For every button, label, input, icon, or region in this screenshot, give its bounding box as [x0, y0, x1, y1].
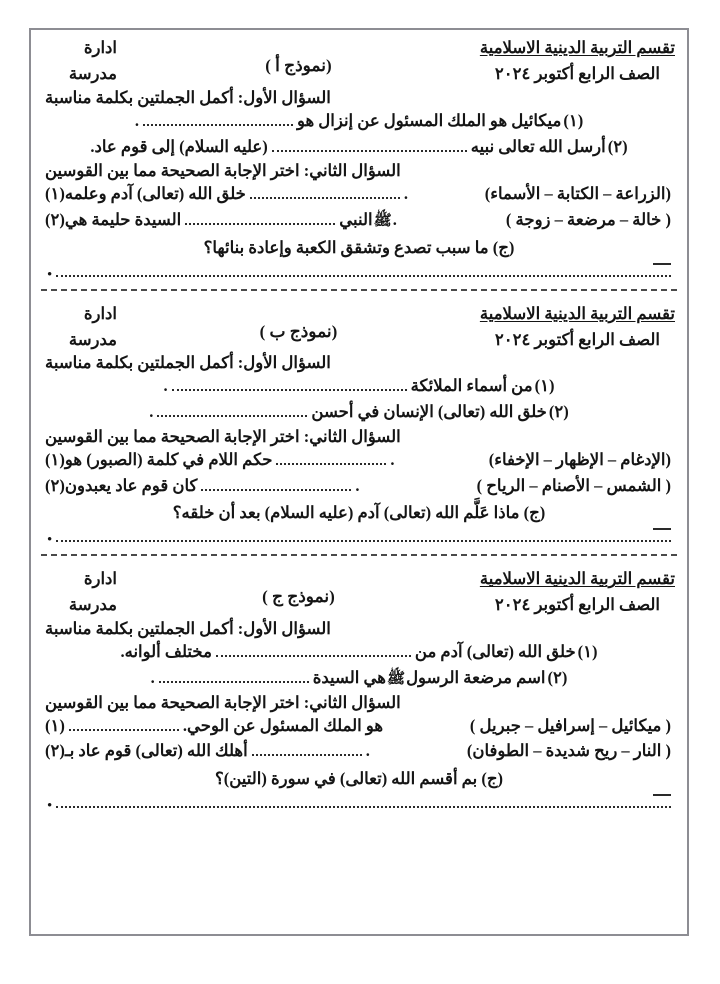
essay-text: ماذا عَلَّم الله (تعالى) آدم (عليه السلام) بعد أن خلقه؟: [172, 503, 520, 523]
item-number: (١): [563, 110, 584, 130]
item-text: أهلك الله (تعالى) قوم عاد بـ: [64, 741, 248, 761]
item-text: أرسل الله تعالى نبيه: [470, 136, 606, 156]
item-number: (٢): [547, 667, 568, 687]
header-left-column: [480, 567, 675, 617]
item-text: خلق الله (تعالى) آدم وعلمه: [64, 184, 246, 204]
model-label: (نموذج ب ): [259, 321, 338, 341]
item-number: (١): [45, 449, 65, 469]
item-choices: ( خالة – مرضعة – زوجة ): [505, 210, 671, 230]
essay-marker: (ج): [481, 769, 503, 789]
answer-line[interactable]: •: [47, 804, 671, 808]
blank-field[interactable]: [157, 403, 307, 417]
question-item: [43, 208, 675, 233]
answer-dash: [653, 794, 671, 796]
essay-text: ما سبب تصدع وتشقق الكعبة وإعادة بنائها؟: [203, 237, 489, 257]
grade-date-label: الصف الرابع أكتوبر ٢٠٢٤: [494, 63, 661, 83]
department-label: تقسم التربية الدينية الاسلامية: [479, 38, 675, 57]
model-label: (نموذج أ ): [265, 56, 332, 75]
model-label-wrap: [262, 567, 335, 607]
department-label: تقسم التربية الدينية الاسلامية: [479, 303, 675, 323]
item-choices: ( ميكائيل – إسرافيل – جبريل ): [469, 715, 671, 735]
exam-section-model-a: [39, 32, 679, 283]
item-text-tail: .: [392, 210, 397, 230]
answer-area: [43, 794, 675, 814]
item-number: (٢): [548, 402, 569, 422]
item-text: حكم اللام في كلمة (الصبور) هو: [64, 449, 273, 469]
item-number: (١): [534, 376, 555, 396]
question-two-title: السؤال الثاني: اختر الإجابة الصحيحة مما بين القوسين: [45, 692, 401, 712]
answer-dotted-line[interactable]: [56, 804, 671, 808]
item-text: كان قوم عاد يعبدون: [64, 475, 198, 495]
item-number: (١): [45, 715, 65, 735]
section-header: [43, 298, 675, 352]
question-two-title: السؤال الثاني: اختر الإجابة الصحيحة مما بين القوسين: [45, 161, 401, 181]
exam-section-model-b: [39, 298, 679, 549]
administration-label: ادارة: [83, 38, 117, 57]
answer-dotted-line[interactable]: [56, 538, 671, 542]
answer-dash: [653, 263, 671, 265]
salawat-icon: ﷺ: [373, 211, 392, 230]
answer-area: [43, 528, 675, 548]
exam-section-model-c: [39, 563, 679, 814]
item-number: (٢): [45, 741, 65, 761]
essay-question: [43, 767, 675, 792]
item-text-mid: هي السيدة: [312, 667, 386, 687]
item-text: خلق الله (تعالى) آدم من: [414, 642, 576, 662]
item-text-tail: .: [355, 475, 360, 495]
header-right-column: [43, 302, 117, 352]
answer-line[interactable]: •: [47, 273, 671, 277]
model-label-wrap: [265, 36, 331, 76]
question-item: [43, 640, 675, 665]
blank-field[interactable]: [172, 378, 407, 392]
header-right-column: [43, 36, 117, 86]
item-text-mid: النبي: [339, 210, 373, 230]
question-item: [43, 666, 675, 691]
item-text-tail: .: [150, 667, 155, 687]
blank-field[interactable]: [216, 643, 411, 657]
item-choices: (الإدغام – الإظهار – الإخفاء): [488, 449, 671, 469]
blank-field[interactable]: [159, 669, 309, 683]
answer-line[interactable]: •: [47, 538, 671, 542]
administration-label: ادارة: [83, 303, 117, 323]
question-item: [43, 135, 675, 160]
item-text: من أسماء الملائكة: [410, 376, 533, 396]
question-item: [43, 739, 675, 764]
school-label: مدرسة: [68, 329, 117, 349]
item-number: (٢): [45, 210, 65, 230]
essay-question: [43, 236, 675, 261]
item-choices: ( النار – ريح شديدة – الطوفان): [466, 741, 671, 761]
item-text-tail: (عليه السلام) إلى قوم عاد.: [90, 136, 268, 156]
item-number: (٢): [607, 136, 628, 156]
grade-date-label: الصف الرابع أكتوبر ٢٠٢٤: [494, 329, 661, 349]
question-item: [43, 374, 675, 399]
section-separator: [41, 554, 677, 556]
item-text-mid: هو الملك المسئول عن الوحي.: [182, 715, 384, 735]
model-label: (نموذج ج ): [262, 587, 335, 607]
essay-text: بم أقسم الله (تعالى) في سورة (التين)؟: [214, 769, 478, 789]
question-one-title: السؤال الأول: أكمل الجملتين بكلمة مناسبة: [45, 87, 331, 107]
question-item: [43, 448, 675, 473]
essay-question: [43, 501, 675, 526]
answer-dotted-line[interactable]: [56, 273, 671, 277]
blank-field[interactable]: [69, 717, 179, 731]
section-header: [43, 563, 675, 617]
question-two-title: السؤال الثاني: اختر الإجابة الصحيحة مما بين القوسين: [45, 426, 401, 446]
exam-page: [29, 28, 689, 936]
item-text-tail: مختلف ألوانه.: [120, 642, 212, 662]
question-item: [43, 474, 675, 499]
blank-field[interactable]: [276, 451, 386, 465]
model-label-wrap: [260, 302, 338, 342]
section-header: [43, 32, 675, 86]
item-text: خلق الله (تعالى) الإنسان في أحسن: [311, 402, 547, 422]
blank-field[interactable]: [250, 185, 400, 199]
answer-area: [43, 263, 675, 283]
salawat-icon: ﷺ: [386, 668, 406, 687]
question-one-title: السؤال الأول: أكمل الجملتين بكلمة مناسبة: [45, 619, 331, 639]
item-text-tail: .: [134, 110, 139, 130]
item-text: السيدة حليمة هي: [64, 210, 182, 230]
essay-marker: (ج): [492, 237, 515, 257]
item-choices: (الزراعة – الكتابة – الأسماء): [484, 184, 671, 204]
header-right-column: [43, 567, 117, 617]
item-text: ميكائيل هو الملك المسئول عن إنزال هو: [296, 110, 562, 130]
item-number: (١): [45, 184, 65, 204]
grade-date-label: الصف الرابع أكتوبر ٢٠٢٤: [494, 595, 661, 615]
header-left-column: [480, 302, 675, 352]
item-text-tail: .: [149, 402, 154, 422]
question-item: [43, 714, 675, 739]
question-one-title: السؤال الأول: أكمل الجملتين بكلمة مناسبة: [45, 353, 331, 373]
item-number: (٢): [45, 475, 65, 495]
item-text: اسم مرضعة الرسول: [406, 667, 546, 687]
question-item: [43, 400, 675, 425]
question-item: [43, 109, 675, 134]
school-label: مدرسة: [68, 595, 117, 615]
question-item: [43, 182, 675, 207]
item-choices: ( الشمس – الأصنام – الرياح ): [476, 475, 671, 495]
blank-field[interactable]: [185, 211, 335, 225]
essay-marker: (ج): [523, 503, 546, 523]
blank-field[interactable]: [272, 138, 467, 152]
item-text-tail: .: [403, 184, 409, 204]
section-separator: [41, 289, 677, 291]
item-text-tail: .: [163, 376, 168, 396]
administration-label: ادارة: [83, 569, 117, 589]
header-left-column: [480, 36, 675, 86]
school-label: مدرسة: [68, 63, 117, 83]
blank-field[interactable]: [201, 477, 351, 491]
blank-field[interactable]: [252, 742, 362, 756]
blank-field[interactable]: [143, 112, 293, 126]
item-text-tail: .: [365, 741, 370, 761]
item-number: (١): [577, 642, 598, 662]
department-label: تقسم التربية الدينية الاسلامية: [479, 569, 675, 589]
item-text-tail: .: [390, 449, 395, 469]
answer-dash: [653, 528, 671, 530]
